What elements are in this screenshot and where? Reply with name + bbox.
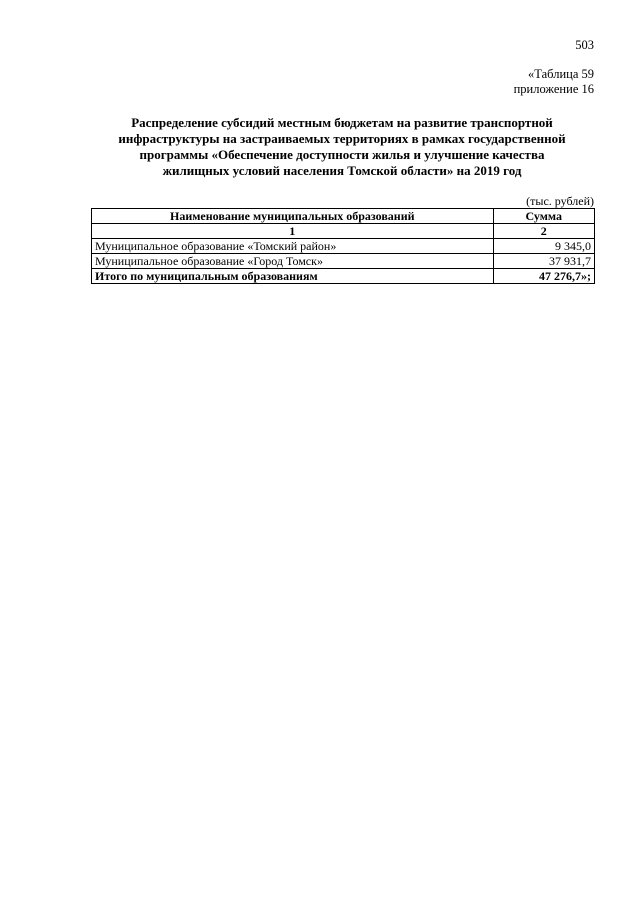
title-line-2: инфраструктуры на застраиваемых территориях в рамках государственной bbox=[118, 131, 566, 146]
title-line-3: программы «Обеспечение доступности жилья и улучшение качества bbox=[139, 147, 545, 162]
row-name: Муниципальное образование «Томский район» bbox=[92, 239, 494, 254]
row-sum: 9 345,0 bbox=[493, 239, 594, 254]
page-number: 503 bbox=[575, 38, 594, 52]
units-label: (тыс. рублей) bbox=[526, 194, 594, 208]
total-sum: 47 276,7»; bbox=[493, 269, 594, 284]
table-reference-line-2: приложение 16 bbox=[513, 82, 594, 96]
row-sum: 37 931,7 bbox=[493, 254, 594, 269]
table-reference-line-1: «Таблица 59 bbox=[528, 67, 594, 81]
total-name: Итого по муниципальным образованиям bbox=[92, 269, 494, 284]
header-name: Наименование муниципальных образований bbox=[92, 209, 494, 224]
column-number-row bbox=[92, 224, 595, 239]
title-line-4: жилищных условий населения Томской области» на 2019 год bbox=[162, 163, 522, 178]
table-row bbox=[92, 239, 595, 254]
header-sum: Сумма bbox=[493, 209, 594, 224]
table-row bbox=[92, 254, 595, 269]
column-number-1: 1 bbox=[92, 224, 494, 239]
document-title bbox=[92, 115, 592, 179]
row-name: Муниципальное образование «Город Томск» bbox=[92, 254, 494, 269]
title-line-1: Распределение субсидий местным бюджетам на развитие транспортной bbox=[131, 115, 553, 130]
table-reference bbox=[514, 67, 594, 97]
total-row bbox=[92, 269, 595, 284]
column-number-2: 2 bbox=[493, 224, 594, 239]
subsidy-table bbox=[91, 208, 595, 284]
table-header-row bbox=[92, 209, 595, 224]
